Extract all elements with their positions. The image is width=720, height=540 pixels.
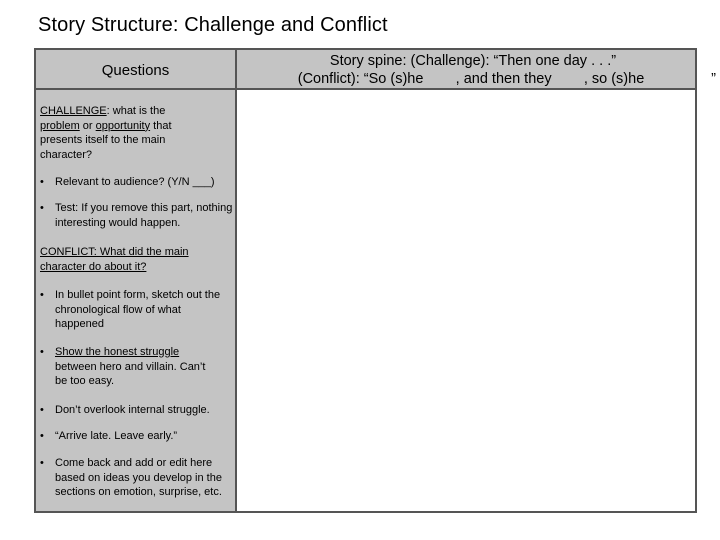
bullet-text: Test: If you remove this part, nothing interesting would happen.	[55, 202, 233, 229]
story-spine-text	[236, 52, 716, 88]
story-spine-challenge: (Challenge): “Then one day . . .”	[406, 53, 617, 69]
struggle-rest-text: between hero and villain. Can’t be too easy.	[55, 360, 206, 388]
story-structure-table	[34, 48, 697, 513]
challenge-line3: presents itself to the main	[40, 134, 166, 147]
story-spine-closing-quote: ”	[711, 71, 716, 87]
challenge-line4: character?	[40, 148, 92, 161]
questions-column	[36, 90, 237, 511]
bullet-icon: •	[40, 346, 44, 358]
bullet-text: Relevant to audience? (Y/N ___)	[55, 176, 215, 188]
story-spine-line2: (Conflict): “So (s)he , and then they , so (s)he	[297, 71, 645, 87]
challenge-heading-rest: : what is the	[106, 105, 166, 117]
that-text: that	[150, 119, 172, 132]
bullet-text: Don’t overlook internal struggle.	[55, 404, 210, 416]
bullet-icon: •	[40, 289, 44, 301]
conflict-bullet-arrive	[40, 429, 240, 444]
challenge-block	[40, 104, 240, 162]
honest-struggle-text: Show the honest struggle	[55, 346, 180, 358]
bullet-icon: •	[40, 176, 44, 188]
opportunity-text: opportunity	[95, 119, 151, 132]
bullet-icon: •	[40, 404, 44, 416]
page-title: Story Structure: Challenge and Conflict	[38, 14, 388, 36]
or-text: or	[79, 119, 96, 132]
bullet-icon: •	[40, 202, 44, 214]
problem-text: problem	[40, 119, 80, 132]
challenge-bullet-relevant	[40, 175, 240, 190]
challenge-line2	[40, 119, 240, 134]
bullet-text: “Arrive late. Leave early.”	[55, 430, 178, 442]
bullet-text: In bullet point form, sketch out the chronological flow of what happened	[55, 289, 221, 331]
bullet-text	[55, 345, 240, 389]
story-spine-line1	[236, 52, 710, 70]
conflict-heading: CONFLICT: What did the main character do about it?	[40, 246, 189, 273]
conflict-bullet-struggle	[40, 345, 240, 389]
conflict-bullet-sketch	[40, 288, 240, 332]
conflict-bullet-come-back	[40, 456, 240, 500]
conflict-bullet-internal	[40, 403, 240, 418]
challenge-heading-prefix: CHALLENGE	[40, 105, 107, 117]
questions-header	[36, 50, 237, 90]
bullet-icon: •	[40, 457, 44, 469]
questions-header-label: Questions	[101, 61, 170, 79]
bullet-icon: •	[40, 430, 44, 442]
story-spine-label: Story spine:	[329, 53, 407, 69]
story-spine-notes-area[interactable]	[237, 90, 695, 511]
challenge-heading	[40, 104, 240, 119]
bullet-text: Come back and add or edit here based on ideas you develop in the sections on emotion, surprise, etc.	[55, 457, 222, 499]
challenge-bullet-test	[40, 201, 240, 230]
